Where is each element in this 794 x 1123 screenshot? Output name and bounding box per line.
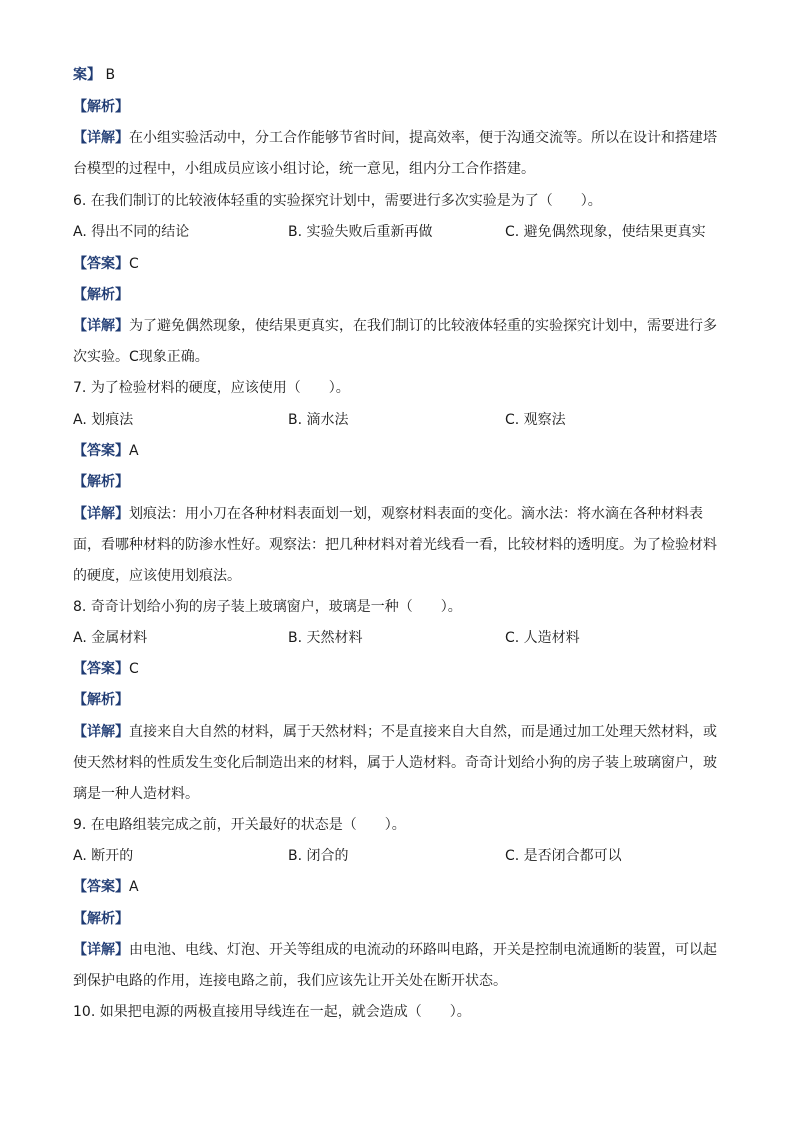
option-a: A. 断开的 bbox=[73, 848, 134, 864]
analysis-heading: 【解析】 bbox=[73, 474, 129, 490]
option-a: A. 得出不同的结论 bbox=[73, 224, 190, 240]
answer-line bbox=[73, 659, 139, 679]
answer-value: C bbox=[129, 661, 139, 677]
option-b: B. 滴水法 bbox=[288, 412, 349, 428]
answer-value: A bbox=[129, 879, 139, 895]
question-number: 9. bbox=[73, 817, 87, 833]
detail-line: 次实验。C现象正确。 bbox=[73, 349, 209, 365]
option-c: C. 观察法 bbox=[505, 412, 566, 428]
answer-value: A bbox=[129, 443, 139, 459]
answer-tag: 【答案】 bbox=[73, 443, 129, 459]
answer-tag: 【答案】 bbox=[73, 879, 129, 895]
option-b: B. 闭合的 bbox=[288, 848, 349, 864]
question-stem: 8. 奇奇计划给小狗的房子装上玻璃窗户，玻璃是一种（ ）。 bbox=[73, 599, 462, 615]
question-stem: 7. 为了检验材料的硬度，应该使用（ ）。 bbox=[73, 380, 350, 396]
analysis-heading: 【解析】 bbox=[73, 99, 129, 115]
detail-line: 【详解】直接来自大自然的材料，属于天然材料；不是直接来自大自然，而是通过加工处理天然材料，或 bbox=[73, 724, 717, 740]
option-c: C. 是否闭合都可以 bbox=[505, 848, 622, 864]
detail-tag: 【详解】 bbox=[73, 506, 129, 522]
option-a: A. 划痕法 bbox=[73, 412, 134, 428]
answer-tag: 案】 bbox=[73, 67, 101, 83]
option-b: B. 天然材料 bbox=[288, 630, 363, 646]
detail-line: 【详解】为了避免偶然现象，使结果更真实，在我们制订的比较液体轻重的实验探究计划中，需要进行多 bbox=[73, 318, 717, 334]
question-number: 10. bbox=[73, 1004, 96, 1020]
question-number: 7. bbox=[73, 380, 87, 396]
detail-line: 使天然材料的性质发生变化后制造出来的材料，属于人造材料。奇奇计划给小狗的房子装上玻璃窗户，玻 bbox=[73, 755, 717, 771]
option-c: C. 人造材料 bbox=[505, 630, 580, 646]
question-stem: 9. 在电路组装完成之前，开关最好的状态是（ ）。 bbox=[73, 817, 406, 833]
answer-value: C bbox=[129, 256, 139, 272]
option-b: B. 实验失败后重新再做 bbox=[288, 224, 433, 240]
detail-tag: 【详解】 bbox=[73, 942, 129, 958]
analysis-heading: 【解析】 bbox=[73, 911, 129, 927]
answer-tag: 【答案】 bbox=[73, 661, 129, 677]
detail-line: 璃是一种人造材料。 bbox=[73, 786, 199, 802]
detail-line: 面，看哪种材料的防渗水性好。观察法：把几种材料对着光线看一看，比较材料的透明度。为了检验材料 bbox=[73, 537, 717, 553]
answer-line bbox=[73, 254, 139, 274]
answer-line bbox=[73, 441, 139, 461]
detail-line: 到保护电路的作用，连接电路之前，我们应该先让开关处在断开状态。 bbox=[73, 973, 507, 989]
detail-line: 【详解】在小组实验活动中，分工合作能够节省时间，提高效率，便于沟通交流等。所以在设计和搭建塔 bbox=[73, 130, 717, 146]
question-number: 8. bbox=[73, 599, 87, 615]
question-number: 6. bbox=[73, 193, 87, 209]
option-a: A. 金属材料 bbox=[73, 630, 148, 646]
analysis-heading: 【解析】 bbox=[73, 692, 129, 708]
answer-fragment bbox=[73, 65, 115, 85]
question-stem: 10. 如果把电源的两极直接用导线连在一起，就会造成（ ）。 bbox=[73, 1004, 471, 1020]
detail-tag: 【详解】 bbox=[73, 724, 129, 740]
answer-tag: 【答案】 bbox=[73, 256, 129, 272]
analysis-heading: 【解析】 bbox=[73, 287, 129, 303]
detail-line: 台模型的过程中，小组成员应该小组讨论，统一意见，组内分工合作搭建。 bbox=[73, 161, 535, 177]
option-c: C. 避免偶然现象，使结果更真实 bbox=[505, 224, 706, 240]
detail-line: 的硬度，应该使用划痕法。 bbox=[73, 568, 241, 584]
answer-value: B bbox=[105, 67, 116, 83]
detail-tag: 【详解】 bbox=[73, 318, 129, 334]
question-stem: 6. 在我们制订的比较液体轻重的实验探究计划中，需要进行多次实验是为了（ ）。 bbox=[73, 193, 602, 209]
detail-tag: 【详解】 bbox=[73, 130, 129, 146]
detail-line: 【详解】由电池、电线、灯泡、开关等组成的电流动的环路叫电路，开关是控制电流通断的装置，可以起 bbox=[73, 942, 717, 958]
detail-line: 【详解】划痕法：用小刀在各种材料表面划一划，观察材料表面的变化。滴水法：将水滴在各种材料表 bbox=[73, 506, 703, 522]
answer-line bbox=[73, 877, 139, 897]
